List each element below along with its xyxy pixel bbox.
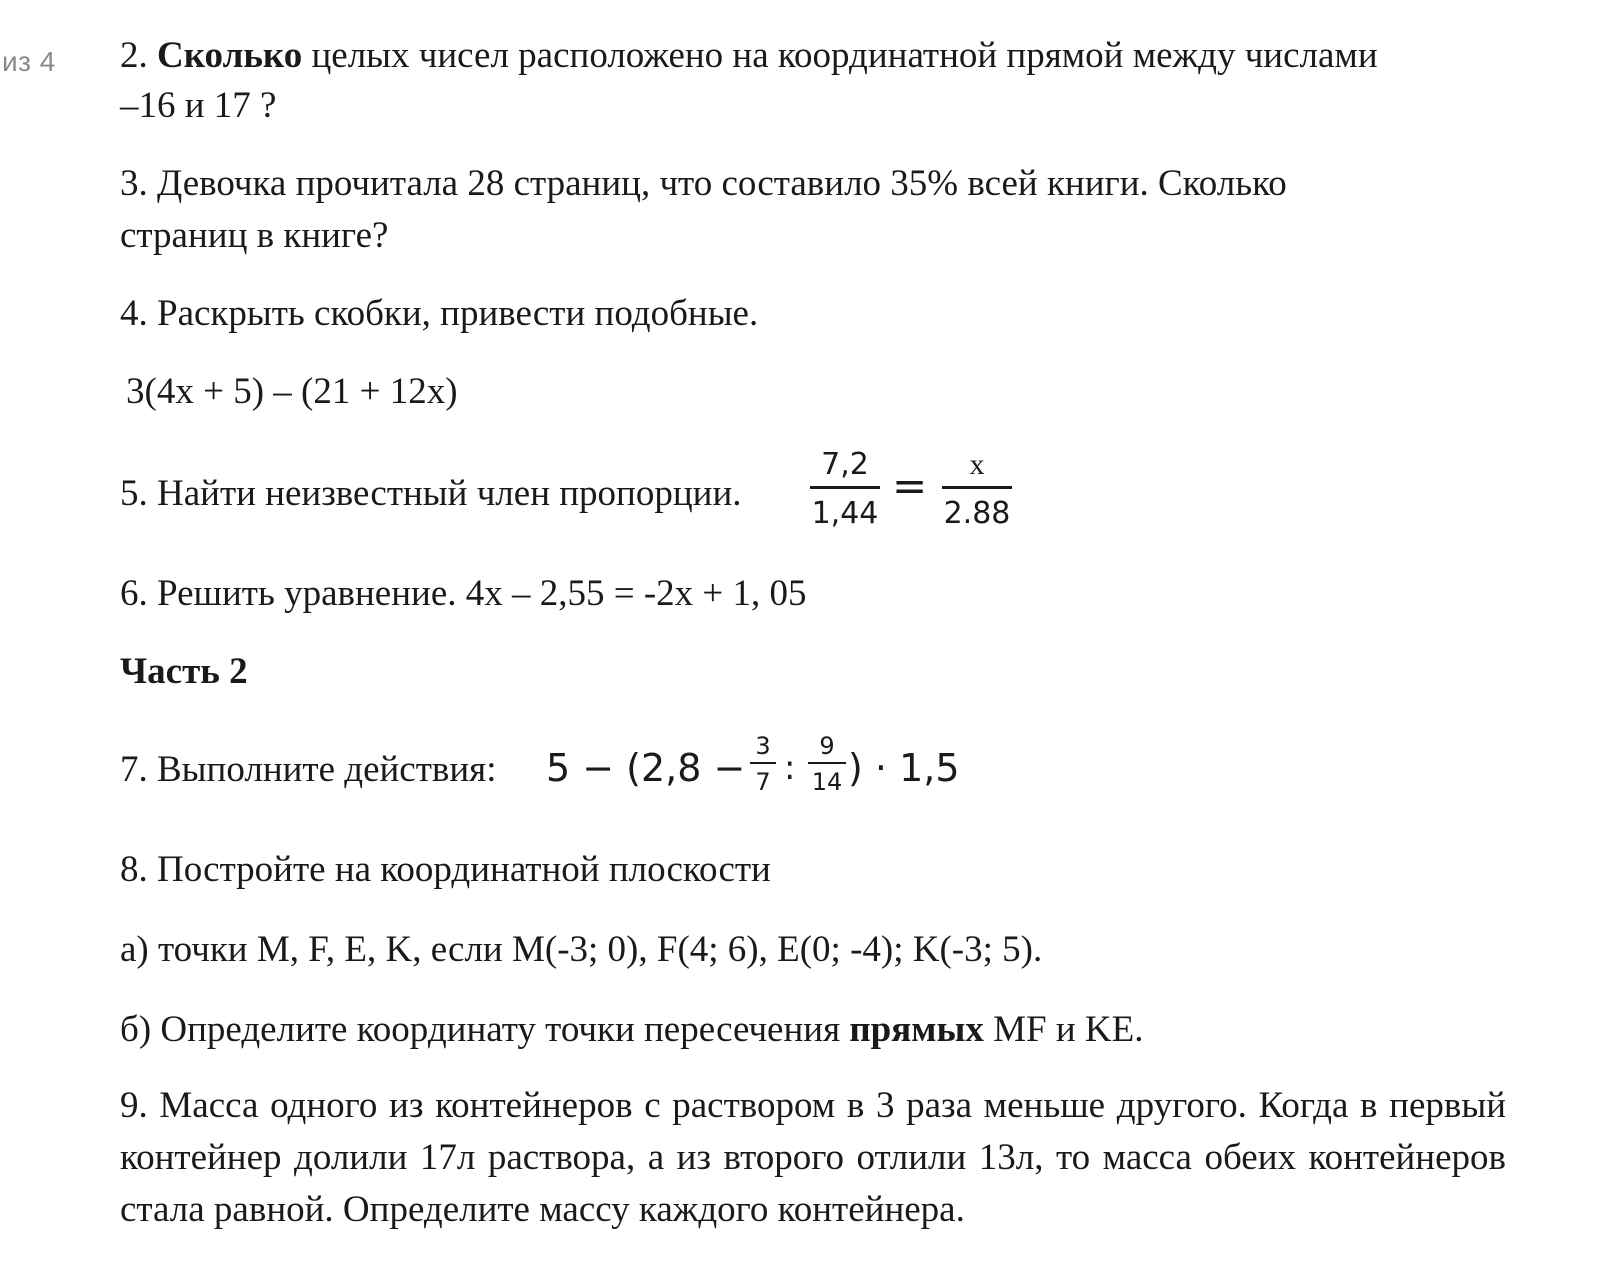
question-2-line-1 bbox=[120, 36, 1378, 76]
question-3-line-2: страниц в книге? bbox=[120, 215, 389, 256]
q5-fraction-left-bar bbox=[810, 486, 880, 489]
q7-fraction-2-bar bbox=[808, 762, 846, 764]
q7-fraction-2-denominator: 14 bbox=[811, 768, 843, 796]
question-9-paragraph: 9. Масса одного из контейнеров с раствором в 3 раза меньше другого. Когда в первый контейнер долили 17л раствора, а из второго отлили 13л, то масса обеих контейнеров стала равной. Определите массу каждого контейнера. bbox=[120, 1085, 1506, 1230]
q5-fraction-left-denominator: 1,44 bbox=[811, 496, 879, 531]
q7-colon: : bbox=[784, 748, 796, 788]
q5-fraction-right bbox=[942, 450, 1012, 529]
q7-fraction-1-numerator: 3 bbox=[755, 732, 771, 760]
question-5-text: 5. Найти неизвестный член пропорции. bbox=[120, 473, 742, 514]
question-4-expression: 3(4x + 5) – (21 + 12x) bbox=[126, 371, 458, 412]
q7-fraction-1-bar bbox=[750, 762, 776, 764]
section-heading-part-2: Часть 2 bbox=[120, 651, 248, 692]
q8-b-text-end: MF и KE. bbox=[983, 1009, 1144, 1050]
q2-bold-word: Сколько bbox=[157, 35, 303, 76]
question-3-line-1: 3. Девочка прочитала 28 страниц, что составило 35% всей книги. Сколько bbox=[120, 163, 1287, 204]
q7-expression-start: 5 − (2,8 − bbox=[546, 746, 746, 790]
question-6-text: 6. Решить уравнение. 4x – 2,55 = -2x + 1, 05 bbox=[120, 573, 807, 614]
question-8-line-1: 8. Постройте на координатной плоскости bbox=[120, 849, 771, 890]
question-8-part-a: а) точки M, F, E, K, если M(-3; 0), F(4; 6), E(0; -4); K(-3; 5). bbox=[120, 929, 1043, 970]
q7-expression-end: ) · 1,5 bbox=[848, 746, 960, 790]
q5-fraction-left bbox=[810, 447, 880, 531]
q5-fraction-right-bar bbox=[942, 486, 1012, 489]
page-indicator: из 4 bbox=[2, 46, 56, 77]
question-4-line-1: 4. Раскрыть скобки, привести подобные. bbox=[120, 293, 759, 334]
question-8-part-b bbox=[120, 1010, 1143, 1050]
q5-fraction-right-denominator: 2.88 bbox=[943, 496, 1011, 531]
q7-fraction-2 bbox=[808, 734, 846, 794]
q5-equals-sign: = bbox=[892, 461, 928, 510]
q2-number: 2. bbox=[120, 35, 148, 76]
q5-fraction-right-numerator: x bbox=[969, 448, 985, 481]
q7-fraction-2-numerator: 9 bbox=[819, 732, 835, 760]
question-2-line-2: –16 и 17 ? bbox=[120, 85, 277, 126]
question-7-text: 7. Выполните действия: bbox=[120, 749, 497, 790]
q7-fraction-1 bbox=[750, 734, 776, 794]
q8-b-text-start: б) Определите координату точки пересечения bbox=[120, 1009, 850, 1050]
q7-fraction-1-denominator: 7 bbox=[755, 768, 771, 796]
q8-b-bold-word: прямых bbox=[849, 1009, 984, 1050]
q5-fraction-left-numerator: 7,2 bbox=[821, 447, 869, 482]
q2-text: целых чисел расположено на координатной прямой между числами bbox=[302, 35, 1378, 76]
